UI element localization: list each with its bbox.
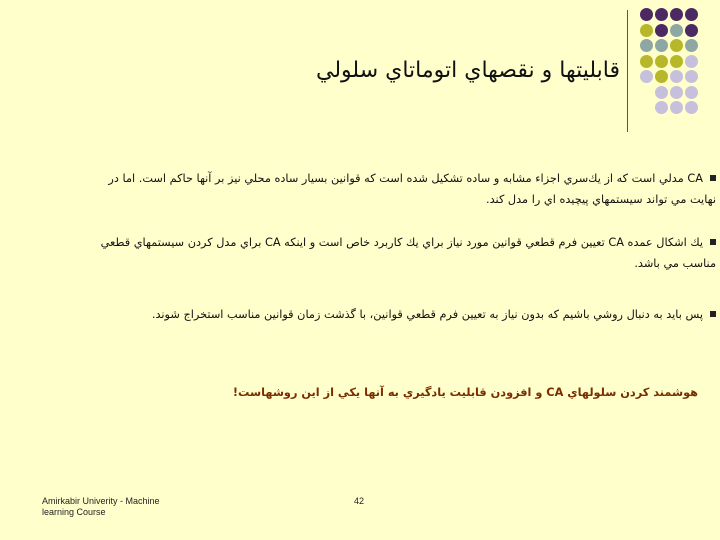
bullet-item-1 bbox=[28, 168, 716, 210]
title-divider-line bbox=[627, 10, 628, 132]
decorative-dot bbox=[655, 101, 668, 114]
bullet-square-icon bbox=[710, 311, 716, 317]
decorative-dot bbox=[670, 101, 683, 114]
bullet-text: يك اشكال عمده CA تعيين فرم قطعي قوانين مورد نياز براي يك كاربرد خاص است و اينكه CA براي مدل كردن سيستمهاي قطعي bbox=[100, 236, 703, 249]
decorative-dot bbox=[640, 70, 653, 83]
decorative-dot bbox=[685, 86, 698, 99]
bullet-text: CA مدلي است كه از يك‌سري اجزاء مشابه و ساده تشكيل شده است كه قوانين بسيار ساده محلي نيز بر آنها حاكم است. اما در bbox=[108, 172, 703, 185]
decorative-dot bbox=[655, 86, 668, 99]
decorative-dot bbox=[670, 8, 683, 21]
decorative-dot bbox=[640, 8, 653, 21]
decorative-dot bbox=[685, 8, 698, 21]
decorative-dot bbox=[670, 70, 683, 83]
decorative-dot bbox=[670, 86, 683, 99]
slide-title: قابليتها و نقصهاي اتوماتاي سلولي bbox=[316, 58, 620, 83]
footer-line: learning Course bbox=[42, 507, 106, 517]
decorative-dot bbox=[685, 39, 698, 52]
highlight-note: هوشمند كردن سلولهاي CA و افزودن قابليت يادگيري به آنها يكي از اين روشهاست! bbox=[232, 386, 698, 399]
bullet-line: مناسب مي باشد. bbox=[634, 257, 716, 270]
decorative-dot bbox=[670, 39, 683, 52]
decorative-dot bbox=[655, 8, 668, 21]
bullet-text: پس بايد به دنبال روشي باشيم كه بدون نياز به تعيين فرم قطعي قوانين، با گذشت زمان قوانين مناسب استخراج شوند. bbox=[151, 308, 703, 321]
decorative-dot-grid bbox=[640, 8, 720, 120]
bullet-line bbox=[28, 232, 716, 253]
decorative-dot bbox=[640, 39, 653, 52]
decorative-dot bbox=[655, 24, 668, 37]
bullet-square-icon bbox=[710, 175, 716, 181]
footer-line: Amirkabir Univerity - Machine bbox=[42, 496, 160, 506]
decorative-dot bbox=[685, 101, 698, 114]
decorative-dot bbox=[685, 55, 698, 68]
bullet-item-3 bbox=[28, 304, 716, 325]
decorative-dot bbox=[685, 70, 698, 83]
decorative-dot bbox=[655, 70, 668, 83]
decorative-dot bbox=[655, 55, 668, 68]
decorative-dot bbox=[670, 24, 683, 37]
decorative-dot bbox=[670, 55, 683, 68]
bullet-square-icon bbox=[710, 239, 716, 245]
decorative-dot bbox=[685, 24, 698, 37]
decorative-dot bbox=[640, 24, 653, 37]
footer-course-label bbox=[42, 496, 192, 518]
bullet-line bbox=[28, 304, 716, 325]
decorative-dot bbox=[640, 55, 653, 68]
page-number: 42 bbox=[354, 496, 365, 506]
bullet-line bbox=[28, 168, 716, 189]
decorative-dot bbox=[655, 39, 668, 52]
bullet-line: نهايت مي تواند سيستمهاي پيچيده اي را مدل كند. bbox=[486, 193, 716, 206]
bullet-item-2 bbox=[28, 232, 716, 274]
